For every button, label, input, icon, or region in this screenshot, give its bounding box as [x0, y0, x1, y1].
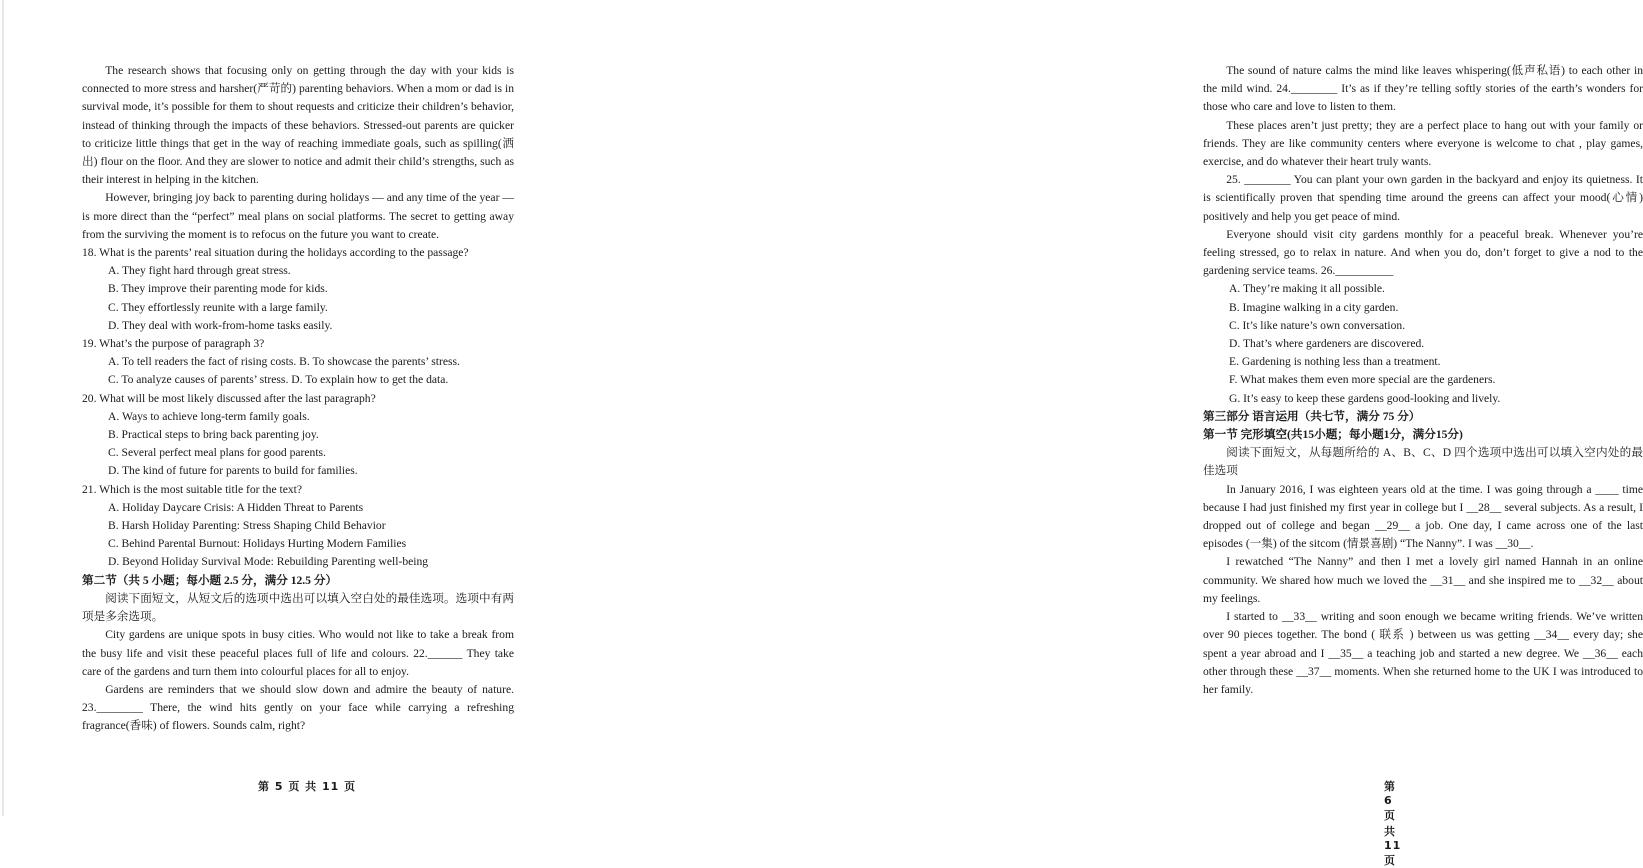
answer-option: C. To analyze causes of parents’ stress. D. To explain how to get the data. [108, 373, 449, 387]
answer-option: B. Practical steps to bring back parenting joy. [108, 428, 319, 442]
answer-option: C. Behind Parental Burnout: Holidays Hurting Modern Families [108, 537, 407, 551]
text-paragraph: City gardens are unique spots in busy cities. Who would not like to take a break from the busy life and visit these peaceful places full of life and colours. 22.______ They take care of the gardens and turn them into colourful places for all to enjoy. [82, 628, 514, 678]
text-paragraph: The research shows that focusing only on getting through the day with your kids is connected to more stress and harsher(严苛的) parenting behaviors. When a mom or dad is in survival mode, it’s possible for them to shout requests and criticize their children’s behavior, instead of thinking through the impacts of these behaviors. Stressed-out parents are quicker to criticize little things that get in the way of reaching immediate goals, such as spilling(洒出) flour on the floor. And they are slower to notice and admit their child’s strengths, such as their interest in helping in the kitchen. [82, 64, 514, 187]
answer-option: B. Harsh Holiday Parenting: Stress Shaping Child Behavior [108, 519, 386, 533]
text-paragraph: These places aren’t just pretty; they are a perfect place to hang out with your family or friends. They are like community centers where everyone is welcome to chat , play games, exercise, and do whatever their heart truly wants. [1203, 118, 1643, 169]
right-page-footer: 第 6 页 共 11 页 [1384, 780, 1402, 867]
answer-option: B. Imagine walking in a city garden. [1229, 300, 1399, 314]
text-paragraph: 阅读下面短文，从短文后的选项中选出可以填入空白处的最佳选项。选项中有两项是多余选项。 [82, 591, 514, 624]
text-paragraph: 20. What will be most likely discussed after the last paragraph? [82, 391, 376, 405]
left-page [0, 0, 577, 816]
text-paragraph: Gardens are reminders that we should slow down and admire the beauty of nature. 23.________ There, the wind hits gently on your face while carrying a refreshing fragrance(香味) of flowers. Sounds calm, right? [82, 682, 514, 733]
answer-option: C. They effortlessly reunite with a large family. [108, 300, 328, 314]
section-heading: 第三部分 语言运用（共七节，满分 75 分） [1203, 409, 1421, 423]
answer-option: D. Beyond Holiday Survival Mode: Rebuilding Parenting well-being [108, 555, 429, 569]
answer-option: A. Ways to achieve long-term family goals. [108, 409, 310, 423]
right-text-column [1203, 62, 1643, 699]
answer-option: C. It’s like nature’s own conversation. [1229, 318, 1406, 332]
answer-option: G. It’s easy to keep these gardens good-looking and lively. [1229, 391, 1501, 405]
text-paragraph: However, bringing joy back to parenting during holidays — and any time of the year — is more direct than the “perfect” meal plans on social platforms. The secret to getting away from the surviving the moment is to refocus on the future you want to create. [82, 191, 514, 241]
answer-option: D. They deal with work-from-home tasks easily. [108, 318, 333, 332]
text-paragraph: I started to __33__ writing and soon enough we became writing friends. We’ve written over 90 pieces together. The bond ( 联系 ) between us was getting __34__ every day; she spent a year abroad and I __35__ a teaching job and started a new degree. We __36__ each other through these __37__ moments. When she returned home to the UK I was introduced to her family. [1203, 610, 1643, 696]
answer-option: D. That’s where gardeners are discovered. [1229, 337, 1425, 351]
right-page [577, 0, 1643, 867]
text-paragraph: Everyone should visit city gardens monthly for a peaceful break. Whenever you’re feeling stressed, go to relax in nature. And when you do, don’t forget to give a nod to the gardening service teams. 26.__________ [1203, 227, 1643, 278]
text-paragraph: 21. Which is the most suitable title for the text? [82, 482, 303, 496]
text-paragraph: 19. What’s the purpose of paragraph 3? [82, 337, 265, 351]
answer-option: C. Several perfect meal plans for good parents. [108, 446, 326, 460]
section-heading: 第一节 完形填空(共15小题；每小题1分，满分15分) [1203, 428, 1463, 442]
section-heading: 第二节（共 5 小题；每小题 2.5 分，满分 12.5 分） [82, 573, 338, 587]
answer-option: F. What makes them even more special are the gardeners. [1229, 373, 1496, 387]
answer-option: A. To tell readers the fact of rising costs. B. To showcase the parents’ stress. [108, 355, 460, 369]
text-paragraph: 阅读下面短文，从每题所给的 A、B、C、D 四个选项中选出可以填入空内处的最佳选项 [1203, 446, 1643, 478]
text-paragraph: I rewatched “The Nanny” and then I met a lovely girl named Hannah in an online community. We shared how much we loved the __31__ and she inspired me to __32__ about my feelings. [1203, 555, 1643, 605]
answer-option: D. The kind of future for parents to build for families. [108, 464, 358, 478]
left-page-footer: 第 5 页 共 11 页 [258, 780, 357, 793]
answer-option: E. Gardening is nothing less than a treatment. [1229, 355, 1441, 369]
text-paragraph: 25. ________ You can plant your own garden in the backyard and enjoy its quietness. It is scientifically proven that spending time around the greens can affect your mood(心情) positively and help you get peace of mind. [1203, 173, 1643, 223]
answer-option: A. They fight hard through great stress. [108, 264, 291, 278]
text-paragraph: The sound of nature calms the mind like leaves whispering(低声私语) to each other in the mild wind. 24.________ It’s as if they’re telling softly stories of the earth’s wonders for those who care and love to listen to them. [1203, 64, 1643, 114]
answer-option: B. They improve their parenting mode for kids. [108, 282, 328, 296]
left-text-column [82, 62, 514, 736]
text-paragraph: In January 2016, I was eighteen years old at the time. I was going through a ____ time because I had just finished my first year in college but I __28__ several subjects. As a result, I dropped out of college and began __29__ a job. One day, I came across one of the last episodes (一集) of the sitcom (情景喜剧) “The Nanny”. I was __30__. [1203, 482, 1643, 551]
text-paragraph: 18. What is the parents’ real situation during the holidays according to the passage? [82, 246, 469, 260]
answer-option: A. Holiday Daycare Crisis: A Hidden Threat to Parents [108, 500, 364, 514]
answer-option: A. They’re making it all possible. [1229, 282, 1385, 296]
